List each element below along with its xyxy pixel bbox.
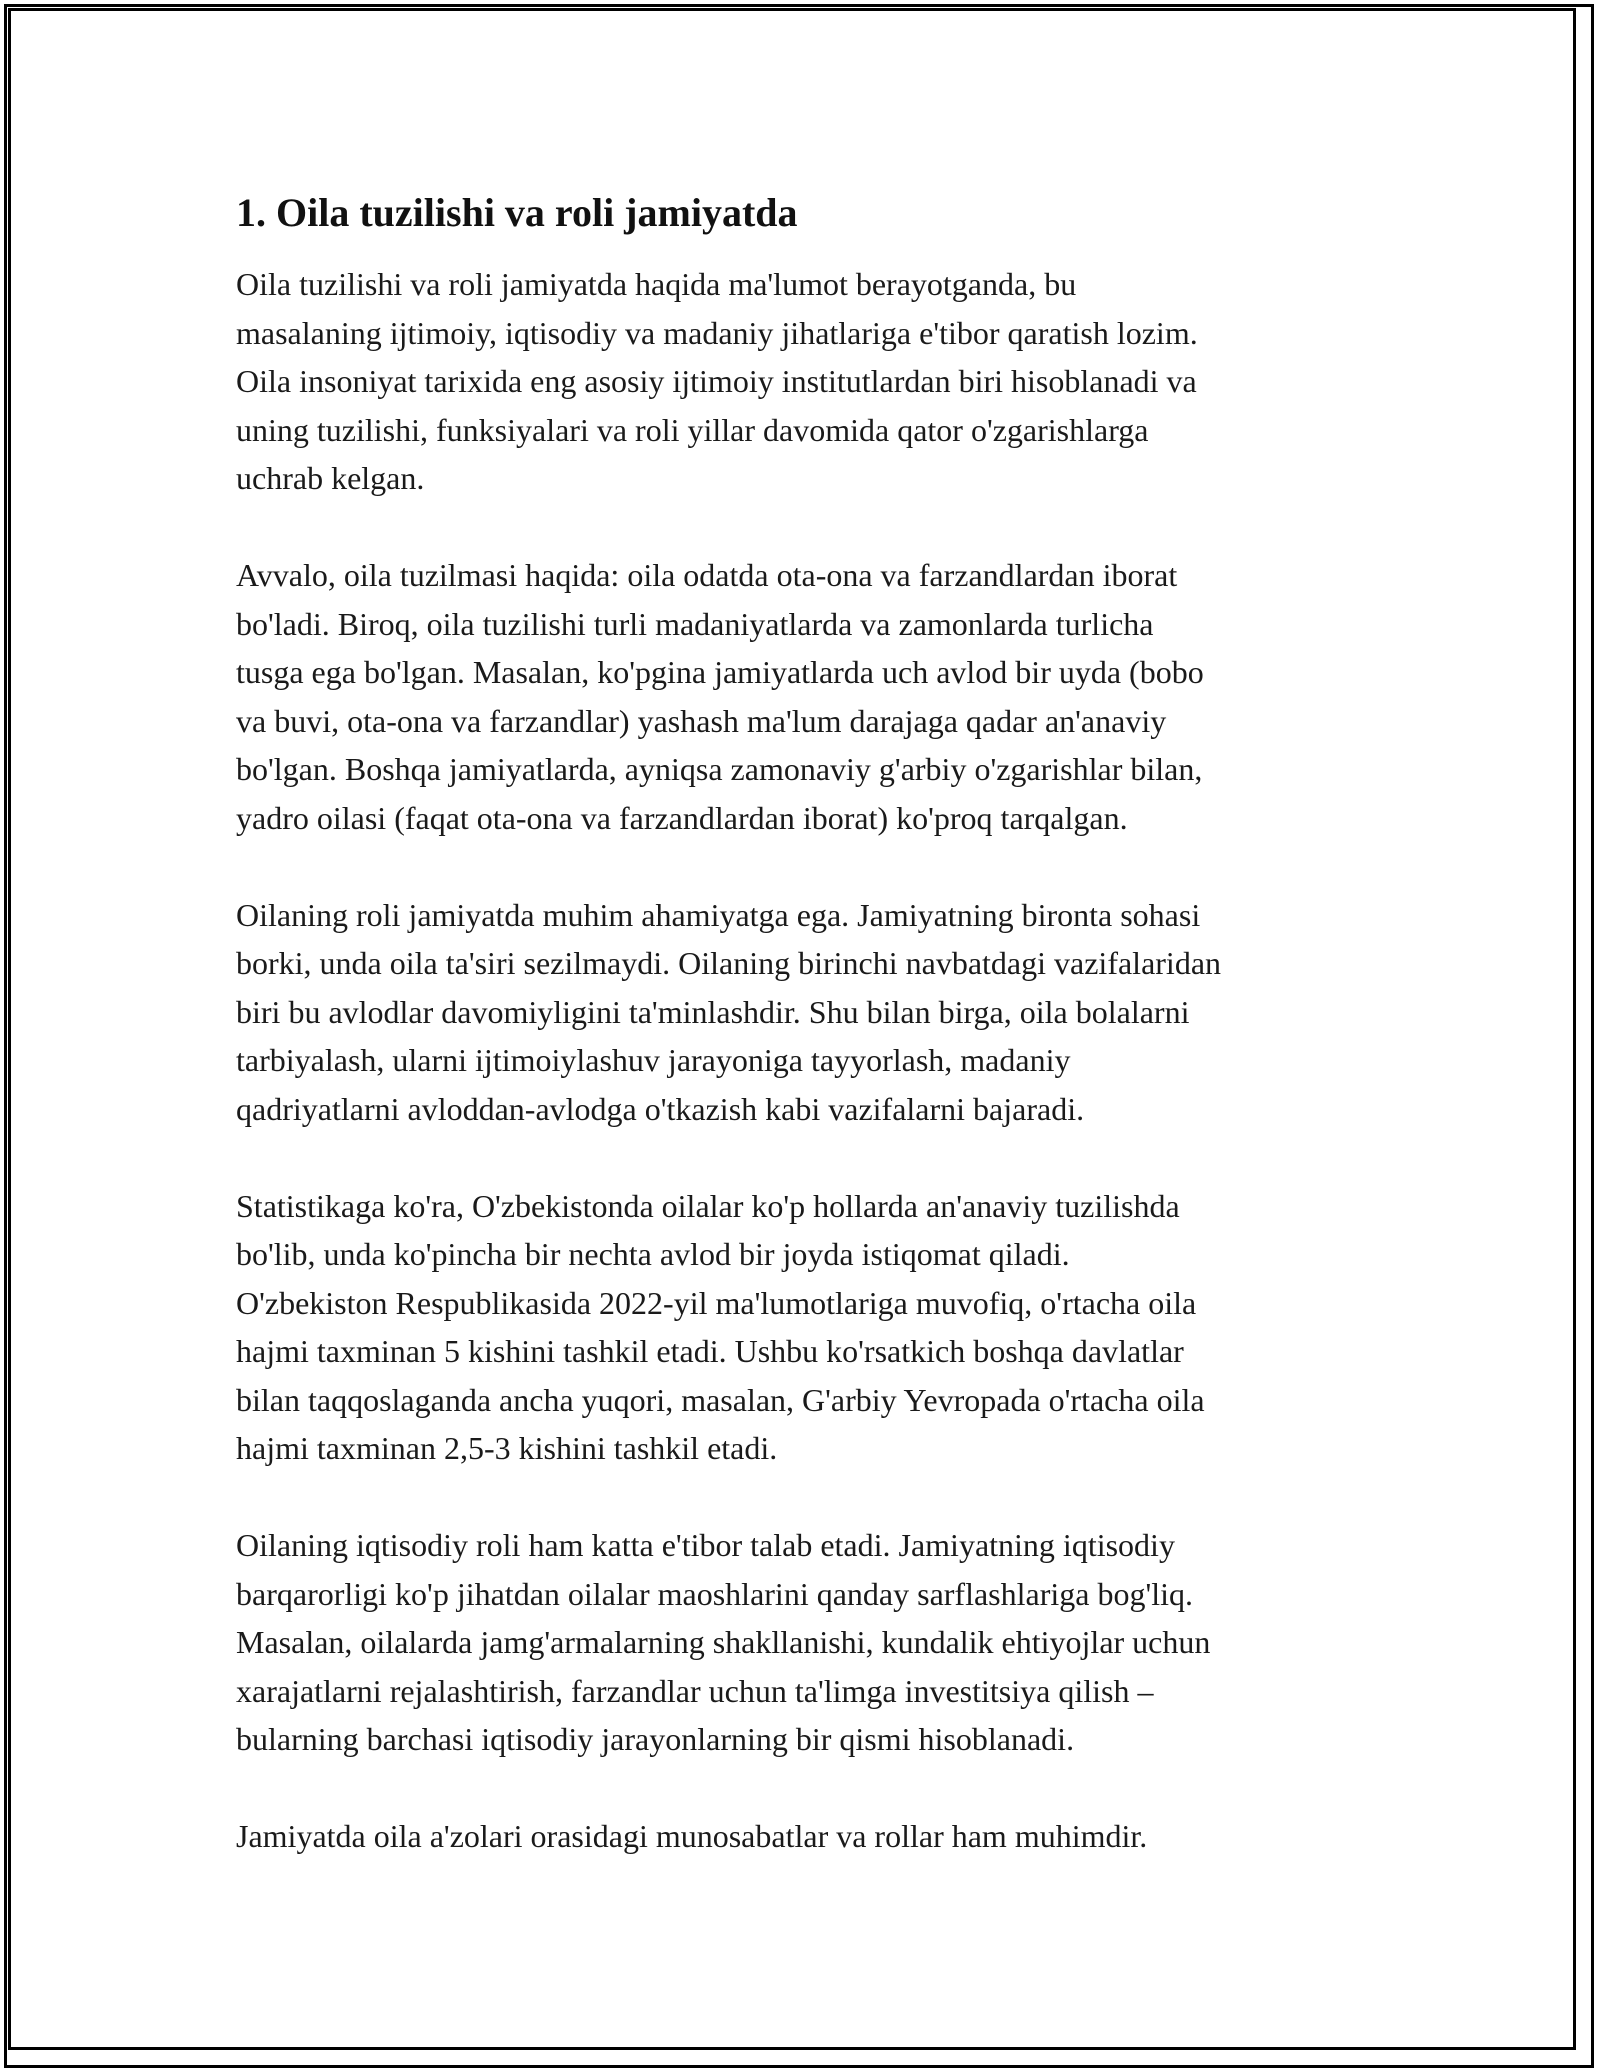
text-line: Oila insoniyat tarixida eng asosiy ijtimoiy institutlardan biri hisoblanadi va xyxy=(236,363,1197,399)
document-body xyxy=(236,186,1376,1909)
text-line: biri bu avlodlar davomiyligini ta'minlashdir. Shu bilan birga, oila bolalarni xyxy=(236,993,1190,1030)
paragraph-statistics xyxy=(236,1182,1376,1473)
text-line: bularning barchasi iqtisodiy jarayonlarning bir qismi hisoblanadi. xyxy=(236,1721,1075,1757)
paragraph-family-structure xyxy=(236,551,1376,842)
text-line: uning tuzilishi, funksiyalari va roli yillar davomida qator o'zgarishlarga xyxy=(236,411,1149,448)
text-line: va buvi, ota-ona va farzandlar) yashash ma'lum darajaga qadar an'anaviy xyxy=(236,702,1167,739)
paragraph-family-role xyxy=(236,891,1376,1134)
text-line: yadro oilasi (faqat ota-ona va farzandlardan iborat) ko'proq tarqalgan. xyxy=(236,799,1128,836)
text-line: xarajatlarni rejalashtirish, farzandlar uchun ta'limga investitsiya qilish – xyxy=(236,1672,1154,1709)
section-heading: 1. Oila tuzilishi va roli jamiyatda xyxy=(236,190,798,235)
paragraph-economic-role xyxy=(236,1521,1376,1764)
text-line: Statistikaga ko'ra, O'zbekistonda oilalar ko'p hollarda an'anaviy tuzilishda xyxy=(236,1187,1180,1224)
paragraph-intro xyxy=(236,260,1376,503)
text-line: qadriyatlarni avloddan-avlodga o'tkazish kabi vazifalarni bajaradi. xyxy=(236,1090,1085,1127)
text-line: bo'ladi. Biroq, oila tuzilishi turli madaniyatlarda va zamonlarda turlicha xyxy=(236,605,1154,642)
text-line: tusga ega bo'lgan. Masalan, ko'pgina jamiyatlarda uch avlod bir uyda (bobo xyxy=(236,654,1204,690)
text-line: barqarorligi ko'p jihatdan oilalar maoshlarini qanday sarflashlariga bog'liq. xyxy=(236,1575,1194,1612)
paragraph-relationships xyxy=(236,1812,1376,1861)
text-line: Oilaning iqtisodiy roli ham katta e'tibor talab etadi. Jamiyatning iqtisodiy xyxy=(236,1527,1175,1563)
text-line: hajmi taxminan 2,5-3 kishini tashkil etadi. xyxy=(236,1430,778,1466)
text-line: hajmi taxminan 5 kishini tashkil etadi. Ushbu ko'rsatkich boshqa davlatlar xyxy=(236,1333,1184,1369)
text-line: Jamiyatda oila a'zolari orasidagi munosabatlar va rollar ham muhimdir. xyxy=(236,1818,1148,1854)
text-line: Oilaning roli jamiyatda muhim ahamiyatga ega. Jamiyatning bironta sohasi xyxy=(236,896,1201,933)
text-line: uchrab kelgan. xyxy=(236,460,425,496)
text-line: tarbiyalash, ularni ijtimoiylashuv jarayoniga tayyorlash, madaniy xyxy=(236,1042,1071,1078)
text-line: bo'lib, unda ko'pincha bir nechta avlod bir joyda istiqomat qiladi. xyxy=(236,1236,1070,1272)
text-line: borki, unda oila ta'siri sezilmaydi. Oilaning birinchi navbatdagi vazifalaridan xyxy=(236,945,1222,981)
text-line: bilan taqqoslaganda ancha yuqori, masalan, G'arbiy Yevropada o'rtacha oila xyxy=(236,1381,1205,1418)
text-line: Avvalo, oila tuzilmasi haqida: oila odatda ota-ona va farzandlardan iborat xyxy=(236,557,1178,593)
text-line: bo'lgan. Boshqa jamiyatlarda, ayniqsa zamonaviy g'arbiy o'zgarishlar bilan, xyxy=(236,751,1203,787)
text-line: masalaning ijtimoiy, iqtisodiy va madaniy jihatlariga e'tibor qaratish lozim. xyxy=(236,314,1198,351)
text-line: O'zbekiston Respublikasida 2022-yil ma'lumotlariga muvofiq, o'rtacha oila xyxy=(236,1284,1197,1321)
text-line: Masalan, oilalarda jamg'armalarning shakllanishi, kundalik ehtiyojlar uchun xyxy=(236,1624,1211,1660)
text-line: Oila tuzilishi va roli jamiyatda haqida ma'lumot berayotganda, bu xyxy=(236,266,1077,302)
